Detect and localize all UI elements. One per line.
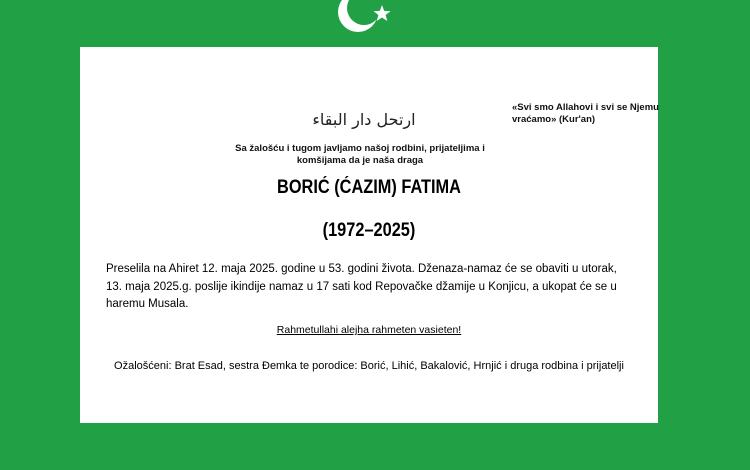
mourners-line: Ožalošćeni: Brat Esad, sestra Đemka te porodice: Borić, Lihić, Bakalović, Hrnjić i druga rodbina i prijatelji — [114, 360, 624, 372]
quran-quote: «Svi smo Allahovi i svi se Njemu vraćamo» (Kur'an) — [512, 102, 659, 125]
life-years: (1972–2025) — [322, 220, 416, 241]
deceased-name: BORIĆ (ĆAZIM) FATIMA — [277, 177, 461, 198]
intro-text: Sa žalošću i tugom javljamo našoj rodbini, prijateljima i komšijama da je naša draga — [235, 143, 485, 166]
prayer-line: Rahmetullahi alejha rahmeten vasieten! — [276, 324, 462, 336]
svg-text:ارتحل دار البقاء: ارتحل دار البقاء — [312, 110, 416, 129]
crescent-and-star-icon — [334, 0, 396, 40]
funeral-details: Preselila na Ahiret 12. maja 2025. godine u 53. godini života. Dženaza-namaz će se obaviti u utorak, 13. maja 2025.g. poslije ikindije namaz u 17 sati kod Repovačke džamije u Konjicu, a ukopat će se u haremu Musala. — [106, 263, 617, 310]
arabic-calligraphy — [312, 101, 416, 133]
obituary-card — [80, 47, 658, 423]
